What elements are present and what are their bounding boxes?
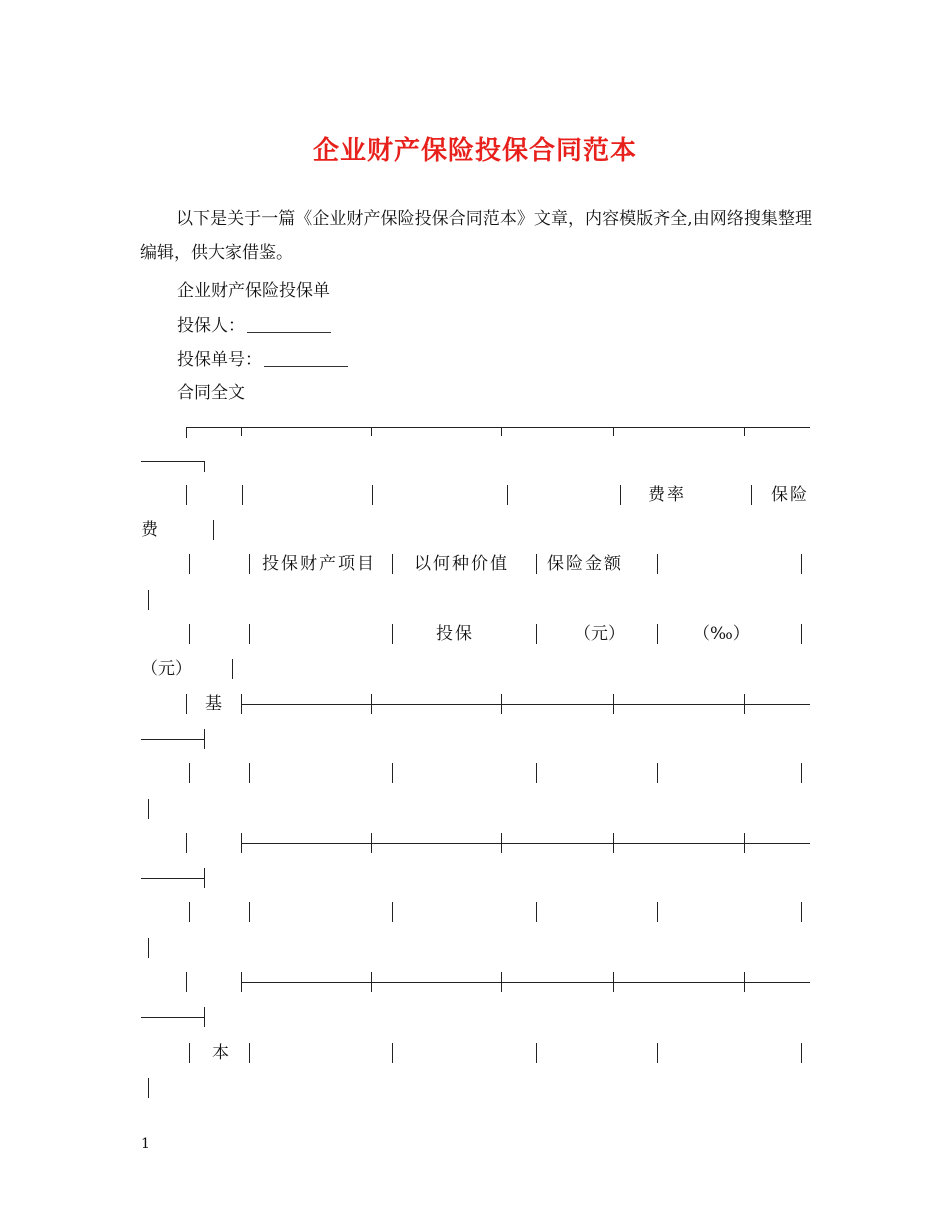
table-vbar	[536, 763, 537, 783]
table-separator	[241, 982, 810, 983]
table-cross	[744, 972, 745, 992]
table-vbar	[186, 833, 187, 853]
table-vbar	[249, 624, 250, 644]
table-cross	[744, 694, 745, 714]
table-vbar	[189, 1043, 190, 1063]
table-cross	[204, 868, 205, 888]
table-vbar	[801, 624, 802, 644]
table-tick	[501, 427, 502, 436]
table-cross	[241, 833, 242, 853]
table-vbar	[536, 554, 537, 574]
table-vbar	[372, 485, 373, 505]
table-cross	[501, 833, 502, 853]
section-char-main: 本	[212, 1043, 231, 1063]
table-vbar	[801, 554, 802, 574]
table-cross	[204, 729, 205, 749]
table-vbar	[189, 763, 190, 783]
table-separator	[241, 704, 810, 705]
policy-number-line	[177, 343, 348, 377]
table-vbar	[392, 554, 393, 574]
table-corner-tr	[204, 461, 205, 472]
table-vbar	[801, 902, 802, 922]
table-vbar	[801, 763, 802, 783]
table-corner-tl	[186, 427, 187, 438]
table-cross	[371, 972, 372, 992]
header-premium: 保险	[771, 485, 809, 505]
document-title: 企业财产保险投保合同范本	[312, 136, 637, 166]
table-vbar	[189, 554, 190, 574]
table-tick	[744, 427, 745, 436]
table-vbar	[213, 520, 214, 540]
table-cross	[241, 972, 242, 992]
applicant-line	[177, 309, 331, 343]
table-cross	[204, 1007, 205, 1027]
table-vbar	[751, 485, 752, 505]
header-premium-wrap: 费	[141, 520, 160, 540]
table-vbar	[392, 902, 393, 922]
header-fee-rate: 费率	[648, 485, 686, 505]
table-vbar	[148, 1078, 149, 1098]
table-vbar	[189, 624, 190, 644]
table-vbar	[657, 763, 658, 783]
table-vbar	[249, 554, 250, 574]
table-border-top	[186, 427, 810, 428]
table-cross	[613, 694, 614, 714]
policy-number-label: 投保单号：	[177, 350, 262, 370]
applicant-blank	[247, 314, 331, 333]
table-vbar	[186, 485, 187, 505]
table-cross	[744, 833, 745, 853]
table-tick	[613, 427, 614, 436]
table-cross	[613, 833, 614, 853]
table-vbar	[148, 799, 149, 819]
table-vbar	[232, 659, 233, 679]
table-vbar	[620, 485, 621, 505]
table-cross	[613, 972, 614, 992]
page-number: 1	[141, 1136, 150, 1152]
intro-paragraph: 以下是关于一篇《企业财产保险投保合同范本》文章，内容模版齐全,由网络搜集整理编辑，供大家借鉴。	[140, 209, 812, 263]
unit-permille: （‰）	[693, 624, 750, 644]
table-vbar	[536, 1043, 537, 1063]
table-vbar	[249, 1043, 250, 1063]
table-cross	[501, 972, 502, 992]
table-border-top-wrap	[141, 461, 204, 462]
table-vbar	[801, 1043, 802, 1063]
header-insured-amount: 保险金额	[547, 554, 623, 574]
table-tick	[371, 427, 372, 436]
table-vbar	[189, 902, 190, 922]
table-separator-wrap	[141, 878, 204, 879]
header-insure: 投保	[436, 624, 474, 644]
table-vbar	[536, 624, 537, 644]
form-title: 企业财产保险投保单	[177, 281, 330, 301]
table-separator	[241, 843, 810, 844]
table-vbar	[249, 763, 250, 783]
table-vbar	[657, 902, 658, 922]
header-insured-item: 投保财产项目	[262, 554, 376, 574]
unit-yuan-premium: （元）	[141, 659, 192, 679]
policy-number-blank	[264, 348, 348, 367]
contract-label: 合同全文	[177, 383, 245, 403]
table-vbar	[148, 938, 149, 958]
table-separator-wrap	[141, 1017, 204, 1018]
table-vbar	[186, 972, 187, 992]
table-vbar	[657, 554, 658, 574]
header-value-basis: 以何种价值	[414, 554, 509, 574]
table-cross	[371, 694, 372, 714]
table-vbar	[148, 590, 149, 610]
table-vbar	[392, 1043, 393, 1063]
table-separator-wrap	[141, 739, 204, 740]
table-vbar	[657, 624, 658, 644]
table-vbar	[242, 485, 243, 505]
table-vbar	[507, 485, 508, 505]
table-vbar	[186, 694, 187, 714]
applicant-label: 投保人：	[177, 316, 245, 336]
table-tick	[241, 427, 242, 436]
table-cross	[371, 833, 372, 853]
table-cross	[501, 694, 502, 714]
table-vbar	[657, 1043, 658, 1063]
table-vbar	[392, 624, 393, 644]
unit-yuan: （元）	[574, 624, 625, 644]
table-vbar	[392, 763, 393, 783]
section-char-basic: 基	[205, 694, 224, 714]
table-cross	[241, 694, 242, 714]
table-vbar	[249, 902, 250, 922]
table-vbar	[536, 902, 537, 922]
